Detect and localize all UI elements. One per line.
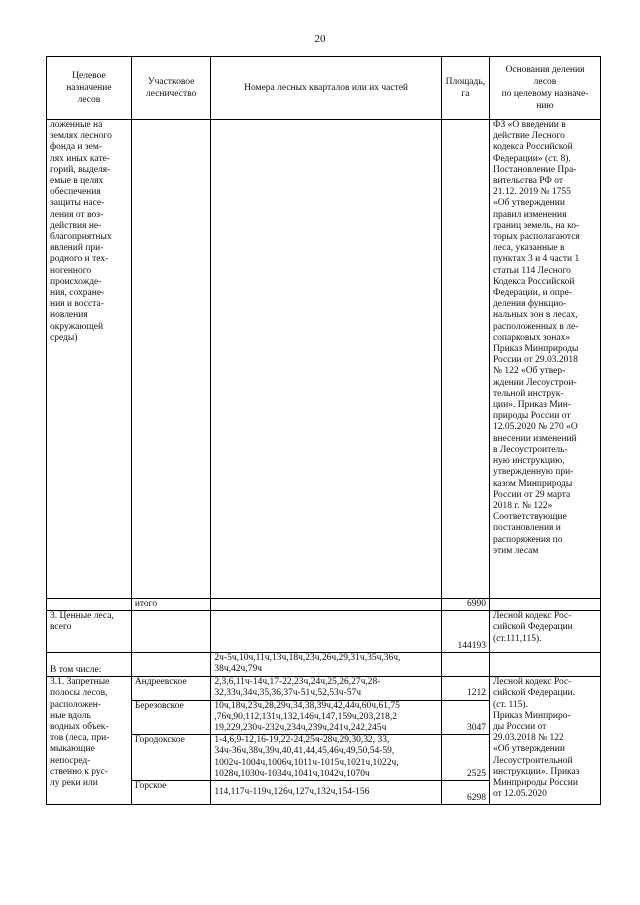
prohibited-basis: Лесной кодекс Рос- сийской Федерации. (ст. 115). Приказ Минприро- ды России от 29.03.2018 № 122 «Об утверждении Лесоустроительной инструкции». Приказ Минприроды России от 12.05.2020: [489, 677, 600, 805]
valuable-area: 144193: [441, 611, 489, 653]
table-row-andreevskoe: [47, 677, 601, 700]
quarters-list: 114,117ч-119ч,126ч,127ч,132ч,154-156: [211, 781, 441, 805]
area-value: 6298: [441, 781, 489, 805]
header-purpose: Целевое назначение лесов: [47, 57, 132, 120]
area-value: 3047: [441, 700, 489, 735]
area-cell: [441, 120, 489, 599]
header-basis: Основания деления лесов по целевому назначе- нию: [489, 57, 600, 120]
forest-purpose-table: [46, 56, 601, 805]
header-area: Площадь, га: [441, 57, 489, 120]
forestry-name: Березовское: [131, 700, 211, 735]
header-forestry: Участковое лесничество: [131, 57, 211, 120]
purpose-cell: ложенные на землях лесного фонда и зем- лях иных кате- горий, выделя- емые в целях обеспечения защиты насе- ления от воз- действия не- благоприятных явлений при- родного и тех- ногенного происхожде- ния, сохране- ния и восста- новления окружающей среды): [47, 120, 132, 599]
forestry-cell: [131, 120, 211, 599]
valuable-purpose: 3. Ценные леса, всего: [47, 611, 132, 653]
prohibited-purpose: 3.1. Запретные полосы лесов, расположен- ные вдоль водных объек- тов (леса, при- мыкающие непосред- ственно к рус- лу реки или: [47, 677, 132, 805]
table-row-itogo: [47, 599, 601, 611]
quarters-list: 10ч,18ч,23ч,28,29ч,34,38,39ч,42,44ч,60ч,61,75 ,76ч,90,112,131ч,132,146ч,147,159ч,203,218,2 19,229,230ч-232ч,234ч,239ч,241ч,242,245ч: [211, 700, 441, 735]
area-value: 2525: [441, 735, 489, 781]
itogo-area: 6990: [441, 599, 489, 611]
including-label: В том числе:: [47, 653, 132, 677]
quarters-list: 1-4,6,9-12,16-19,22-24,25ч-28ч,29,30,32, 33, 34ч-36ч,38ч,39ч,40,41,44,45,46ч,49,50,54-59, 1002ч-1004ч,1006ч,1011ч-1015ч,1021ч,1022ч, 1028ч,1030ч-1034ч,1041ч,1042ч,1070ч: [211, 735, 441, 781]
valuable-basis: Лесной кодекс Рос- сийской Федерации (ст.111,115).: [489, 611, 600, 653]
forestry-name: Горское: [131, 781, 211, 805]
header-quarters: Номера лесных кварталов или их частей: [211, 57, 441, 120]
page-number: 20: [314, 33, 326, 45]
table-row-including: [47, 653, 601, 677]
quarters-cell: [211, 120, 441, 599]
quarters-list: 2,3,6,11ч-14ч,17-22,23ч,24ч,25,26,27ч,28- 32,33ч,34ч,35,36,37ч-51ч,52,53ч-57ч: [211, 677, 441, 700]
area-value: 1212: [441, 677, 489, 700]
table-row-valuable-forests: [47, 611, 601, 653]
table-row-protective-continued: [47, 120, 601, 599]
table-header-row: [47, 57, 601, 120]
forestry-name: Городокское: [131, 735, 211, 781]
basis-cell: ФЗ «О введении в действие Лесного кодекса Российской Федерации» (ст. 8). Постановление Пра- вительства РФ от 21.12. 2019 № 1755 «Об утверждении правил изменения границ земель, на ко- торых располагаются леса, указанные в пунктах 3 и 4 части 1 статьи 114 Лесного Кодекса Российской Федерации, и опре- деления функцио- нальных зон в лесах, расположенных в ле- сопарковых зонах» Приказ Минприроды России от 29.03.2018 № 122 «Об утвер- ждении Лесоустрои- тельной инструк- ции». Приказ Мин- природы России от 12.05.2020 № 270 «О внесении изменений в Лесоустроитель- ную инструкцию, утвержденную при- казом Минприроды России от 29 марта 2018 г. № 122» Соответствующие постановления и распоряжения по этим лесам: [489, 120, 600, 599]
forestry-name: Андреевское: [131, 677, 211, 700]
including-quarters: 2ч-5ч,10ч,11ч,13ч,18ч,23ч,26ч,29,31ч,35ч,36ч, 38ч,42ч,79ч: [211, 653, 441, 677]
itogo-label: итого: [131, 599, 211, 611]
